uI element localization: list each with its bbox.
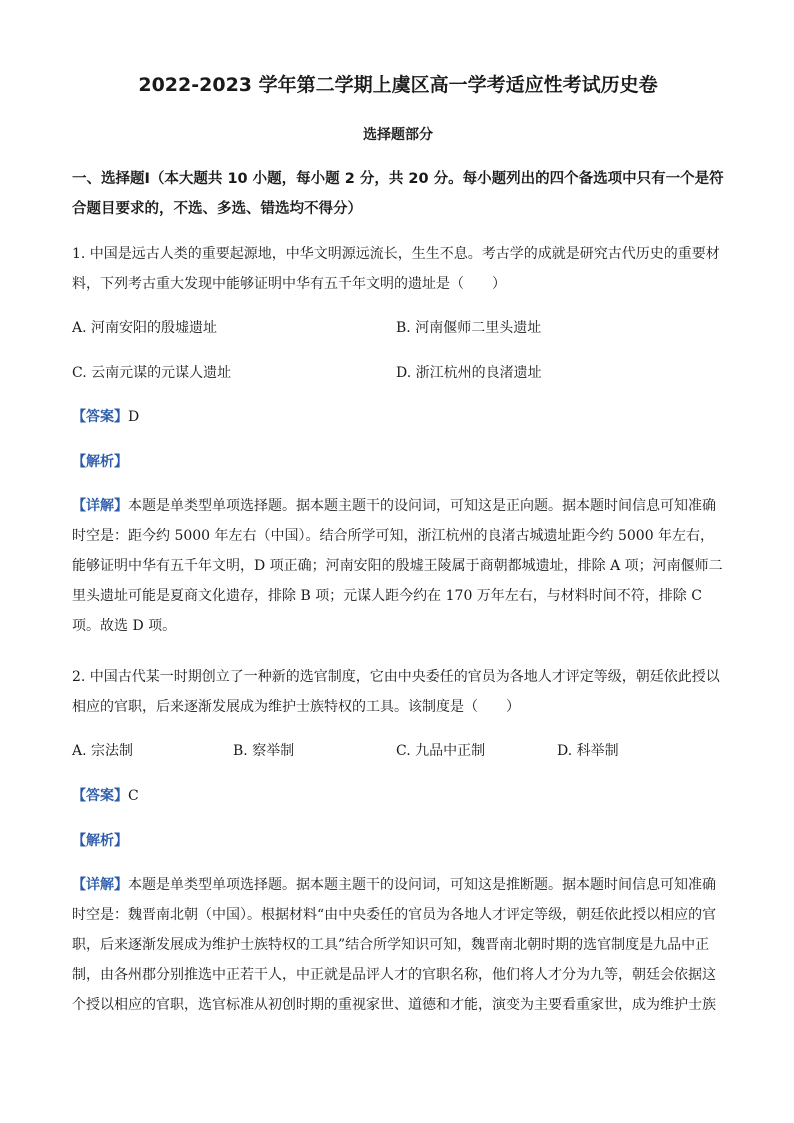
detail-tag: 【详解】: [72, 498, 128, 514]
answer-value: C: [128, 788, 139, 804]
question-1-option-c: C. 云南元谋的元谋人遗址: [72, 365, 232, 381]
answer-tag: 【答案】: [72, 409, 128, 425]
question-1-option-b: B. 河南偃师二里头遗址: [396, 320, 542, 336]
detail-text: 本题是单类型单项选择题。据本题主题干的设问词，可知这是正向题。据本题时间信息可知准确时空是：距今约 5000 年左右（中国）。结合所学可知，浙江杭州的良渚古城遗址距今约 5000 年左右，能够证明中华有五千年文明，D 项正确；河南安阳的殷墟王陵属于商朝都城遗址，排除 A 项；河南偃师二里头遗址可能是夏商文化遗存，排除 B 项；元谋人距今约在 170 万年左右，与材料时间不符，排除 C 项。故选 D 项。: [72, 498, 723, 634]
question-2-answer: [72, 786, 139, 806]
question-2-option-d: D. 科举制: [557, 743, 619, 759]
section-instructions: 一、选择题Ⅰ（本大题共 10 小题，每小题 2 分，共 20 分。每小题列出的四个备选项中只有一个是符合题目要求的，不选、多选、错选均不得分）: [72, 171, 724, 217]
question-2-detail: [72, 870, 724, 1020]
answer-tag: 【答案】: [72, 788, 128, 804]
section-subtitle: 选择题部分: [363, 127, 433, 143]
question-1-detail: [72, 491, 724, 641]
analysis-tag: 【解析】: [72, 833, 128, 849]
question-2-option-c: C. 九品中正制: [396, 743, 486, 759]
question-2-analysis: [72, 831, 128, 851]
detail-tag: 【详解】: [72, 877, 128, 893]
question-1-option-d: D. 浙江杭州的良渚遗址: [396, 365, 542, 381]
answer-value: D: [128, 409, 140, 425]
question-1-option-a: A. 河南安阳的殷墟遗址: [72, 320, 218, 336]
question-2-stem: 2. 中国古代某一时期创立了一种新的选官制度，它由中央委任的官员为各地人才评定等级，朝廷依此授以相应的官职，后来逐渐发展成为维护士族特权的工具。该制度是（ ）: [72, 669, 720, 715]
question-2-option-b: B. 察举制: [233, 743, 295, 759]
detail-text: 本题是单类型单项选择题。据本题主题干的设问词，可知这是推断题。据本题时间信息可知准确时空是：魏晋南北朝（中国）。根据材料“由中央委任的官员为各地人才评定等级，朝廷依此授以相应的官职，后来逐渐发展成为维护士族特权的工具”结合所学知识可知，魏晋南北朝时期的选官制度是九品中正制，由各州郡分别推选中正若干人，中正就是品评人才的官职名称，他们将人才分为九等，朝廷会依据这个授以相应的官职，选官标准从初创时期的重视家世、道德和才能，演变为主要看重家世，成为维护士族: [72, 877, 717, 1013]
page-title: 2022-2023 学年第二学期上虞区高一学考适应性考试历史卷: [138, 74, 658, 96]
question-1-analysis: [72, 452, 128, 472]
question-1-answer: [72, 407, 139, 427]
question-1-stem: 1. 中国是远古人类的重要起源地，中华文明源远流长，生生不息。考古学的成就是研究古代历史的重要材料，下列考古重大发现中能够证明中华有五千年文明的遗址是（ ）: [72, 246, 720, 292]
analysis-tag: 【解析】: [72, 454, 128, 470]
question-2-option-a: A. 宗法制: [72, 743, 134, 759]
